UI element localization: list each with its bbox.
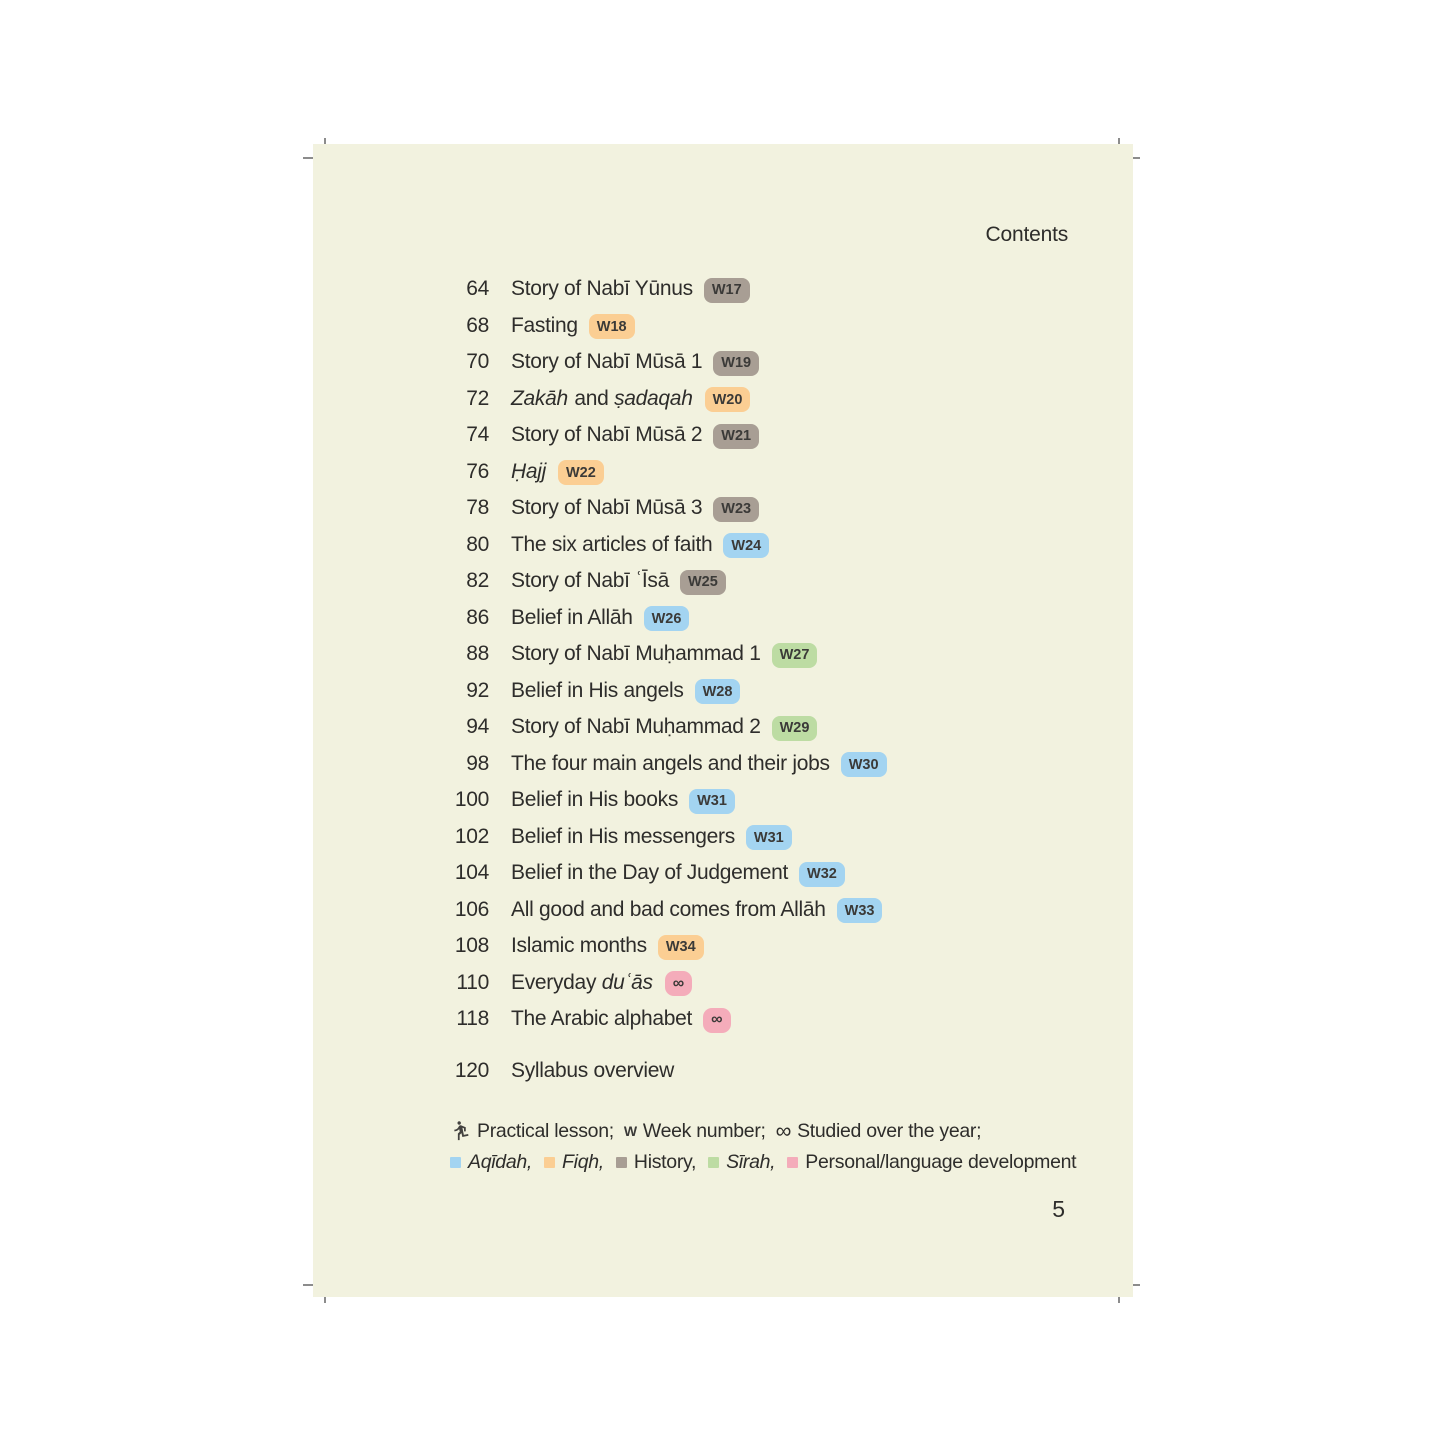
toc-entry-page-number: 74 bbox=[466, 423, 489, 447]
toc-entry-title: Belief in His messengers bbox=[511, 824, 735, 848]
toc-entry-title: Belief in the Day of Judgement bbox=[511, 861, 789, 885]
toc-row bbox=[429, 965, 887, 1002]
toc-row bbox=[429, 344, 887, 381]
toc-entry-page-number: 98 bbox=[466, 751, 489, 775]
fiqh-color-swatch bbox=[544, 1157, 555, 1168]
toc-entry-page-number: 104 bbox=[454, 861, 489, 885]
toc-list bbox=[429, 271, 887, 1089]
week-badge: W18 bbox=[589, 314, 635, 339]
toc-row bbox=[429, 709, 887, 746]
legend bbox=[450, 1116, 1088, 1178]
toc-entry-title: Islamic months bbox=[511, 934, 647, 958]
week-badge: W25 bbox=[680, 570, 726, 595]
toc-entry-page-number: 110 bbox=[456, 970, 489, 994]
toc-entry-title: Fasting bbox=[511, 313, 578, 337]
legend-line-2 bbox=[450, 1147, 1088, 1178]
toc-row bbox=[429, 490, 887, 527]
toc-row bbox=[429, 563, 887, 600]
week-badge: W31 bbox=[746, 825, 792, 850]
personal-color-swatch bbox=[787, 1157, 798, 1168]
toc-entry-page-number: 118 bbox=[456, 1007, 489, 1031]
week-badge: W30 bbox=[841, 752, 887, 777]
toc-entry-page-number: 94 bbox=[466, 715, 489, 739]
toc-entry-page-number: 78 bbox=[466, 496, 489, 520]
toc-entry-title: Story of Nabī Mūsā 1 bbox=[511, 350, 703, 374]
runner-icon bbox=[450, 1119, 471, 1142]
toc-entry-title: The six articles of faith bbox=[511, 532, 713, 556]
toc-row bbox=[429, 746, 887, 783]
toc-entry-page-number: 106 bbox=[454, 897, 489, 921]
toc-entry-page-number: 76 bbox=[466, 459, 489, 483]
toc-row bbox=[429, 892, 887, 929]
toc-entry-title: Belief in His books bbox=[511, 788, 679, 812]
toc-row bbox=[429, 855, 887, 892]
legend-text: Practical lesson; bbox=[477, 1120, 614, 1142]
legend-category-label: Sīrah, bbox=[726, 1151, 776, 1173]
toc-entry-page-number: 64 bbox=[466, 277, 489, 301]
toc-entry-page-number: 102 bbox=[454, 824, 489, 848]
toc-entry-page-number: 70 bbox=[466, 350, 489, 374]
toc-row bbox=[429, 673, 887, 710]
toc-entry-title: The Arabic alphabet bbox=[511, 1007, 693, 1031]
toc-entry-title: All good and bad comes from Allāh bbox=[511, 897, 826, 921]
week-badge: W24 bbox=[723, 533, 769, 558]
toc-entry-page-number: 88 bbox=[466, 642, 489, 666]
toc-entry-title: Everyday duʿās bbox=[511, 970, 653, 994]
week-symbol: W bbox=[623, 1122, 637, 1139]
toc-row bbox=[429, 417, 887, 454]
toc-entry-title: Ḥajj bbox=[511, 459, 546, 483]
toc-entry-title: Belief in His angels bbox=[511, 678, 684, 702]
toc-entry-title: Story of Nabī Yūnus bbox=[511, 277, 693, 301]
legend-category-label: History, bbox=[633, 1151, 697, 1173]
week-badge: W34 bbox=[658, 935, 704, 960]
aqidah-color-swatch bbox=[450, 1157, 461, 1168]
sirah-color-swatch bbox=[708, 1157, 719, 1168]
week-badge: W17 bbox=[704, 278, 750, 303]
week-badge: W31 bbox=[689, 789, 735, 814]
toc-entry-page-number: 86 bbox=[466, 605, 489, 629]
toc-row bbox=[429, 928, 887, 965]
history-color-swatch bbox=[616, 1157, 627, 1168]
toc-entry-page-number: 72 bbox=[466, 386, 489, 410]
toc-row bbox=[429, 636, 887, 673]
week-badge: W32 bbox=[799, 862, 845, 887]
toc-entry-title: Syllabus overview bbox=[511, 1058, 674, 1082]
toc-entry-title: Zakāh and ṣadaqah bbox=[511, 386, 693, 410]
toc-row bbox=[429, 308, 887, 345]
week-badge: W19 bbox=[713, 351, 759, 376]
toc-row bbox=[429, 1001, 887, 1038]
toc-entry-title: Story of Nabī Mūsā 2 bbox=[511, 423, 703, 447]
toc-entry-title: Belief in Allāh bbox=[511, 605, 633, 629]
toc-entry-title: Story of Nabī ʿĪsā bbox=[511, 569, 669, 593]
toc-row bbox=[429, 1053, 887, 1090]
toc-entry-page-number: 80 bbox=[466, 532, 489, 556]
infinity-badge: ∞ bbox=[703, 1008, 730, 1033]
page-number: 5 bbox=[1052, 1196, 1065, 1222]
infinity-symbol: ∞ bbox=[775, 1117, 792, 1143]
page-title: Contents bbox=[985, 223, 1068, 246]
toc-entry-title: Story of Nabī Muḥammad 2 bbox=[511, 715, 761, 739]
toc-row bbox=[429, 782, 887, 819]
week-badge: W27 bbox=[772, 643, 818, 668]
week-badge: W26 bbox=[644, 606, 690, 631]
toc-row bbox=[429, 454, 887, 491]
week-badge: W21 bbox=[713, 424, 759, 449]
week-badge: W28 bbox=[695, 679, 741, 704]
legend-category-label: Aqīdah, bbox=[468, 1151, 533, 1173]
infinity-badge: ∞ bbox=[665, 971, 692, 996]
toc-entry-page-number: 108 bbox=[454, 934, 489, 958]
toc-entry-title: The four main angels and their jobs bbox=[511, 751, 830, 775]
toc-entry-page-number: 100 bbox=[454, 788, 489, 812]
toc-row bbox=[429, 819, 887, 856]
week-badge: W22 bbox=[558, 460, 604, 485]
toc-entry-title: Story of Nabī Mūsā 3 bbox=[511, 496, 703, 520]
toc-entry-page-number: 68 bbox=[466, 313, 489, 337]
toc-entry-page-number: 82 bbox=[466, 569, 489, 593]
legend-text: Studied over the year; bbox=[797, 1120, 982, 1142]
toc-entry-page-number: 120 bbox=[454, 1058, 489, 1082]
week-badge: W33 bbox=[837, 898, 883, 923]
toc-row bbox=[429, 381, 887, 418]
toc-row bbox=[429, 600, 887, 637]
toc-entry-page-number: 92 bbox=[466, 678, 489, 702]
week-badge: W23 bbox=[713, 497, 759, 522]
legend-category-label: Fiqh, bbox=[562, 1151, 604, 1173]
toc-row bbox=[429, 527, 887, 564]
legend-category-label: Personal/language development bbox=[805, 1151, 1077, 1173]
toc-entry-title: Story of Nabī Muḥammad 1 bbox=[511, 642, 761, 666]
page bbox=[313, 144, 1133, 1297]
toc-row bbox=[429, 271, 887, 308]
week-badge: W20 bbox=[705, 387, 751, 412]
legend-text: Week number; bbox=[642, 1120, 766, 1142]
week-badge: W29 bbox=[772, 716, 818, 741]
legend-line-1 bbox=[450, 1116, 1088, 1147]
